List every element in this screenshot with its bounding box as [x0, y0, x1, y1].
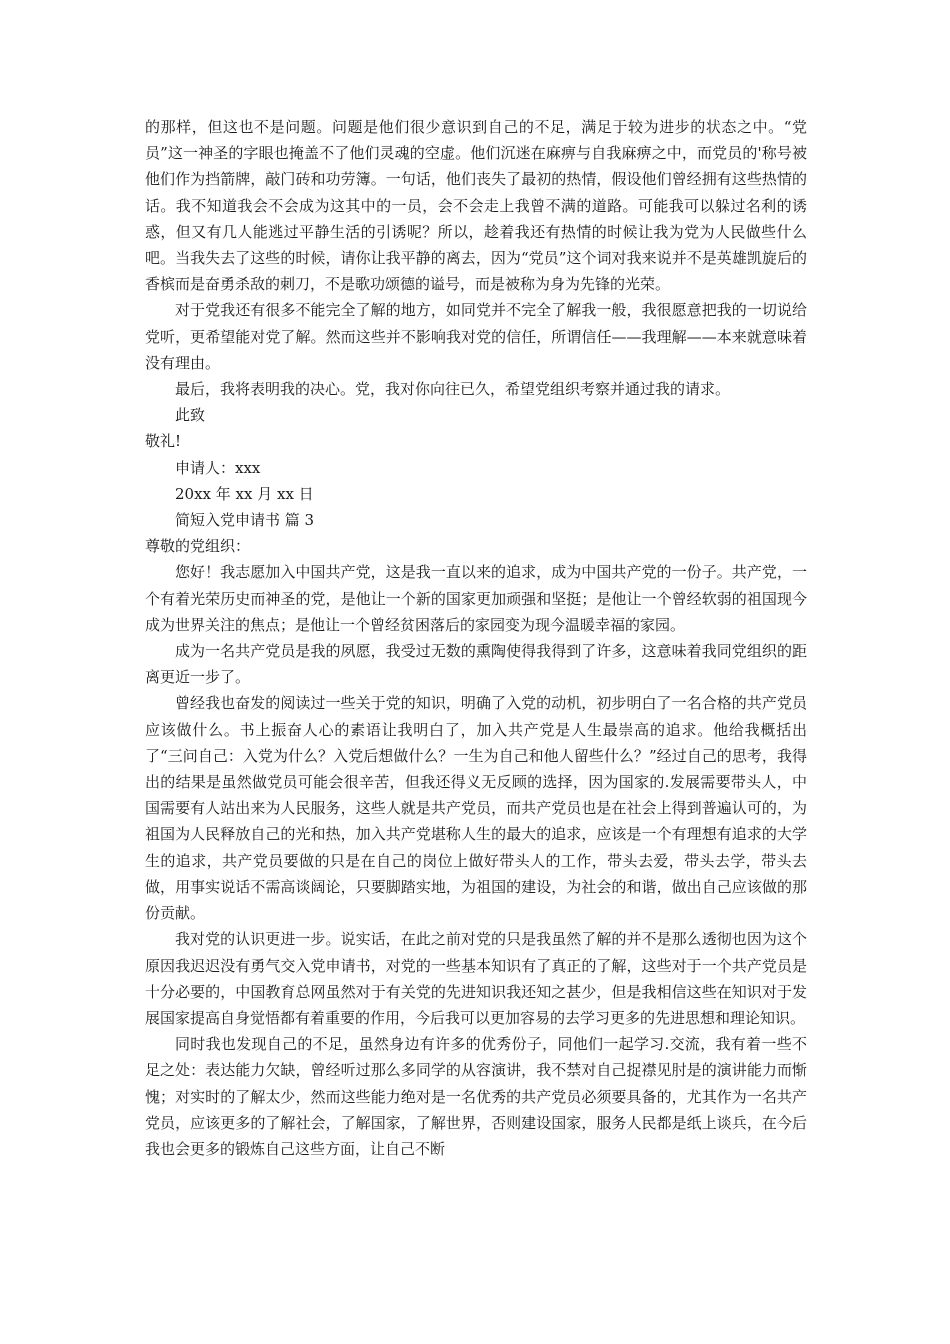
closing-salutation: 此致: [175, 406, 206, 425]
document-body: [145, 114, 807, 1162]
salutation: 尊敬的党组织：: [145, 537, 251, 556]
paragraph: 最后，我将表明我的决心。党，我对你向往已久，希望党组织考察并通过我的请求。: [175, 380, 731, 399]
paragraph: 成为一名共产党员是我的夙愿，我受过无数的熏陶使得我得到了许多，这意味着我同党组织的距离更近一步了。: [145, 642, 807, 687]
paragraph: 曾经我也奋发的阅读过一些关于党的知识，明确了入党的动机，初步明白了一名合格的共产党员应该做什么。书上振奋人心的素语让我明白了，加入共产党是人生最崇高的追求。他给我概括出了“三问自己：入党为什么？入党后想做什么？一生为自己和他人留些什么？”经过自己的思考，我得出的结果是虽然做党员可能会很辛苦，但我还得义无反顾的选择，因为国家的.发展需要带头人，中国需要有人站出来为人民服务，这些人就是共产党员，而共产党员也是在社会上得到普遍认可的，为祖国为人民释放自己的光和热，加入共产党堪称人生的最大的追求，应该是一个有理想有追求的大学生的追求，共产党员要做的只是在自己的岗位上做好带头人的工作，带头去爱，带头去学，带头去做，用事实说话不需高谈阔论，只要脚踏实地，为祖国的建设，为社会的和谐，做出自己应该做的那份贡献。: [145, 694, 807, 923]
paragraph: 我对党的认识更进一步。说实话，在此之前对党的只是我虽然了解的并不是那么透彻也因为这个原因我迟迟没有勇气交入党申请书，对党的一些基本知识有了真正的了解，这些对于一个共产党员是十分必要的，中国教育总网虽然对于有关党的先进知识我还知之甚少，但是我相信这些在知识对于发展国家提高自身觉悟都有着重要的作用，今后我可以更加容易的去学习更多的先进思想和理论知识。: [145, 930, 807, 1027]
paragraph: 对于党我还有很多不能完全了解的地方，如同党并不完全了解我一般，我很愿意把我的一切说给党听，更希望能对党了解。然而这些并不影响我对党的信任，所谓信任——我理解——本来就意味着没有理由。: [145, 301, 807, 372]
closing-regards: 敬礼!: [145, 432, 182, 451]
paragraph: 同时我也发现自己的不足，虽然身边有许多的优秀份子，同他们一起学习.交流，我有着一些不足之处：表达能力欠缺，曾经听过那么多同学的从容演讲，我不禁对自己捉襟见肘是的演讲能力而惭愧；对实时的了解太少，然而这些能力绝对是一名优秀的共产党员必须要具备的，尤其作为一名共产党员，应该更多的了解社会，了解国家，了解世界，否则建设国家，服务人民都是纸上谈兵，在今后我也会更多的锻炼自己这些方面，让自己不断: [145, 1035, 807, 1158]
paragraph: 的那样，但这也不是问题。问题是他们很少意识到自己的不足，满足于较为进步的状态之中。“党员”这一神圣的字眼也掩盖不了他们灵魂的空虚。他们沉迷在麻痹与自我麻痹之中，而党员的'称号被他们作为挡箭牌，敲门砖和功劳簿。一句话，他们丧失了最初的热情，假设他们曾经拥有这些热情的话。我不知道我会不会成为这其中的一员，会不会走上我曾不满的道路。可能我可以躲过名利的诱惑，但又有几人能逃过平静生活的引诱呢？所以，趁着我还有热情的时候让我为党为人民做些什么吧。当我失去了这些的时候，请你让我平静的离去，因为“党员”这个词对我来说并不是英雄凯旋后的香槟而是奋勇杀敌的刺刀，不是歌功颂德的谥号，而是被称为身为先锋的光荣。: [145, 118, 807, 294]
paragraph: 您好！我志愿加入中国共产党，这是我一直以来的追求，成为中国共产党的一份子。共产党，一个有着光荣历史而神圣的党，是他让一个新的国家更加顽强和坚挺；是他让一个曾经软弱的祖国现今成为世界关注的焦点；是他让一个曾经贫困落后的家园变为现今温暖幸福的家园。: [145, 563, 807, 634]
applicant-name: 申请人：xxx: [175, 458, 261, 477]
application-date: 20xx 年 xx 月 xx 日: [175, 484, 314, 503]
section-title: 简短入党申请书 篇 3: [175, 511, 315, 530]
